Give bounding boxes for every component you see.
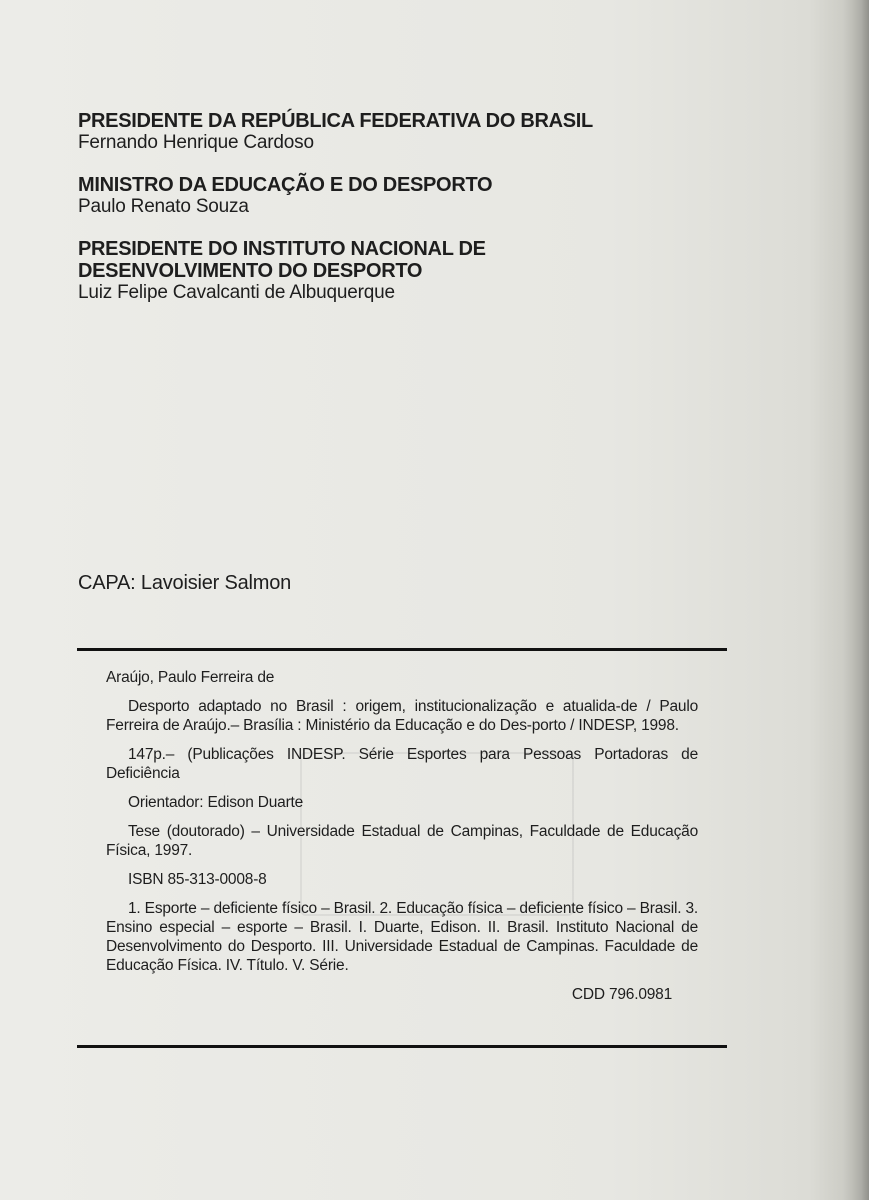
credit-role: PRESIDENTE DO INSTITUTO NACIONAL DE DESENVOLVIMENTO DO DESPORTO [78,238,486,282]
credit-name: Paulo Renato Souza [78,196,249,217]
catalog-author: Araújo, Paulo Ferreira de [106,669,275,686]
catalog-card [106,668,698,1014]
catalog-subjects: 1. Esporte – deficiente físico – Brasil. 2. Educação física – deficiente físico – Brasil. 3. Ensino especial – esporte – Brasil. I. Duarte, Edison. II. Brasil. Instituto Nacional de Desenvolvimento do Desporto. III. Universidade Estadual de Campinas. Faculdade de Educação Física. IV. Título. V. Série. [106,900,698,974]
credit-name: Fernando Henrique Cardoso [78,132,314,153]
catalog-top-rule [77,648,727,651]
credit-role: MINISTRO DA EDUCAÇÃO E DO DESPORTO [78,174,493,196]
credits-section [78,110,718,324]
catalog-advisor: Orientador: Edison Duarte [128,794,304,811]
catalog-title: Desporto adaptado no Brasil : origem, institucionalização e atualida-de / Paulo Ferreira de Araújo.– Brasília : Ministério da Educação e do Des-porto / INDESP, 1998. [106,698,698,734]
credit-role: PRESIDENTE DA REPÚBLICA FEDERATIVA DO BRASIL [78,110,593,132]
credit-block-institute [78,238,718,304]
page-edge-shadow [843,0,869,1200]
cover-credit: CAPA: Lavoisier Salmon [78,572,292,594]
catalog-thesis: Tese (doutorado) – Universidade Estadual de Campinas, Faculdade de Educação Física, 1997. [106,823,698,859]
catalog-bottom-rule [77,1045,727,1048]
catalog-cdd: CDD 796.0981 [571,986,672,1003]
credit-block-president [78,110,718,154]
credit-block-minister [78,174,718,218]
catalog-pages-series: 147p.– (Publicações INDESP. Série Esportes para Pessoas Portadoras de Deficiência [106,746,698,782]
credit-name: Luiz Felipe Cavalcanti de Albuquerque [78,282,395,303]
catalog-isbn: ISBN 85-313-0008-8 [128,871,267,888]
